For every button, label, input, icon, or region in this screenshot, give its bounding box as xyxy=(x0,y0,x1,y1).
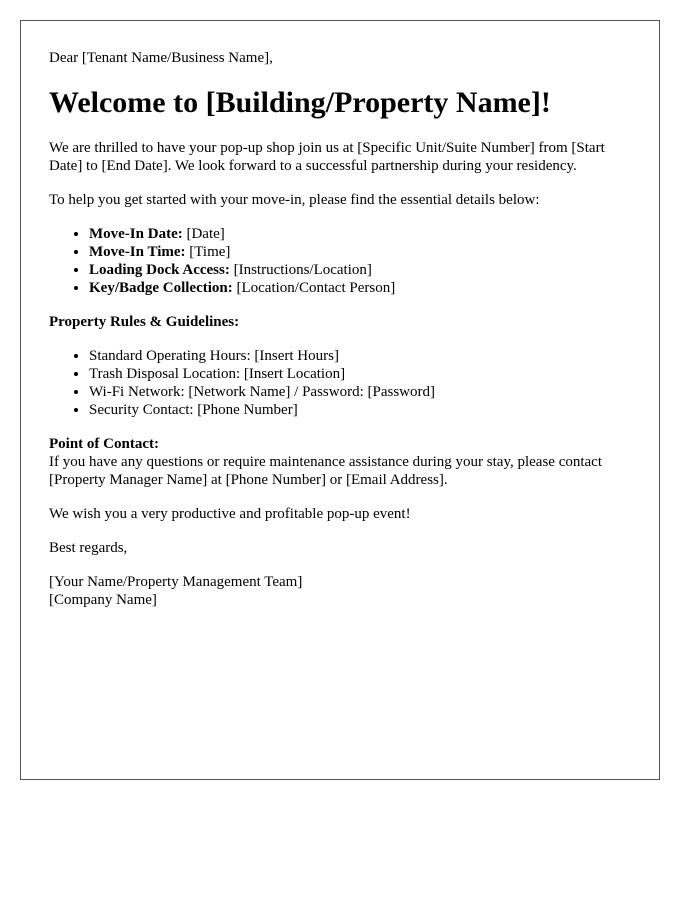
list-item xyxy=(89,261,631,279)
detail-value: [Instructions/Location] xyxy=(229,262,372,278)
detail-label: Move-In Time: xyxy=(89,244,186,260)
detail-label: Key/Badge Collection: xyxy=(89,280,233,296)
move-in-details-list xyxy=(49,225,631,297)
detail-value: [Location/Contact Person] xyxy=(232,280,396,296)
closing-wish: We wish you a very productive and profitable pop-up event! xyxy=(49,506,411,522)
list-item: • Standard Operating Hours: [Insert Hours] xyxy=(89,347,631,365)
list-item: • Security Contact: [Phone Number] xyxy=(89,401,631,419)
rules-heading: Property Rules & Guidelines: xyxy=(49,314,240,330)
welcome-letter xyxy=(20,20,660,780)
detail-label: Loading Dock Access: xyxy=(89,262,230,278)
contact-text: If you have any questions or require maintenance assistance during your stay, please contact [Property Manager Name] at [Phone Number] or [Email Address]. xyxy=(49,454,603,488)
detail-label: Move-In Date: xyxy=(89,226,183,242)
intro-paragraph: We are thrilled to have your pop-up shop join us at [Specific Unit/Suite Number] from [Start Date] to [End Date]. We look forward to a successful partnership during your residency. xyxy=(49,140,605,174)
list-item: • Wi-Fi Network: [Network Name] / Password: [Password] xyxy=(89,383,631,401)
detail-value: [Date] xyxy=(182,226,225,242)
details-intro: To help you get started with your move-in, please find the essential details below: xyxy=(49,192,540,208)
detail-value: [Time] xyxy=(185,244,231,260)
list-item xyxy=(89,279,631,297)
list-item xyxy=(89,225,631,243)
letter-title: Welcome to [Building/Property Name]! xyxy=(49,86,551,119)
contact-heading: Point of Contact: xyxy=(49,436,159,452)
list-item: • Trash Disposal Location: [Insert Location] xyxy=(89,365,631,383)
signature-company: [Company Name] xyxy=(49,592,157,608)
signature-name: [Your Name/Property Management Team] xyxy=(49,574,303,590)
sign-off: Best regards, xyxy=(49,540,128,556)
rules-list xyxy=(49,347,631,419)
greeting: Dear [Tenant Name/Business Name], xyxy=(49,50,273,66)
list-item xyxy=(89,243,631,261)
